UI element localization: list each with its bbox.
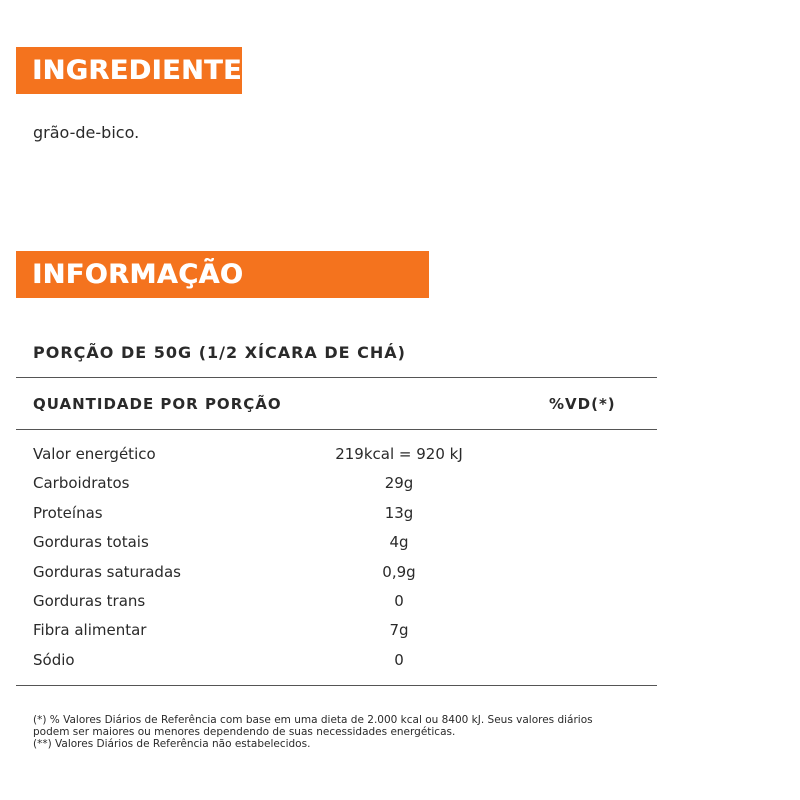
nutrient-value: 0: [394, 592, 404, 610]
portion-size: PORÇÃO DE 50G (1/2 XÍCARA DE CHÁ): [33, 343, 406, 362]
footnotes: [33, 714, 683, 750]
nutrition-title: INFORMAÇÃO NUTRICIONAL: [16, 251, 429, 298]
footnote-not-established: (**) Valores Diários de Referência não estabelecidos.: [33, 738, 311, 750]
table-row: [0, 563, 660, 592]
nutrient-value: 7g: [389, 621, 409, 639]
table-row: [0, 445, 660, 474]
nutrient-label: Carboidratos: [33, 474, 130, 492]
table-row: [0, 533, 660, 562]
nutrient-label: Valor energético: [33, 445, 156, 463]
divider-bottom: [16, 685, 657, 686]
nutrient-value: 4g: [389, 533, 409, 551]
table-row: [0, 474, 660, 503]
nutrient-value: 13g: [384, 504, 414, 522]
table-row: [0, 651, 660, 680]
header-daily-value: %VD(*): [549, 395, 616, 413]
table-row: [0, 592, 660, 621]
nutrient-value: 29g: [384, 474, 414, 492]
nutrient-label: Gorduras totais: [33, 533, 149, 551]
ingredients-text: grão-de-bico.: [33, 123, 140, 142]
nutrient-label: Sódio: [33, 651, 75, 669]
nutrient-label: Gorduras saturadas: [33, 563, 181, 581]
header-quantity: QUANTIDADE POR PORÇÃO: [33, 395, 282, 413]
footnote-daily-values: (*) % Valores Diários de Referência com base em uma dieta de 2.000 kcal ou 8400 kJ. Seus valores diários podem ser maiores ou menores dependendo de suas necessidades energéticas.: [33, 714, 593, 738]
table-row: [0, 504, 660, 533]
divider-middle: [16, 429, 657, 430]
nutrient-label: Proteínas: [33, 504, 103, 522]
divider-top: [16, 377, 657, 378]
nutrient-value: 0: [394, 651, 404, 669]
table-row: [0, 621, 660, 650]
nutrient-label: Fibra alimentar: [33, 621, 147, 639]
nutrient-value: 219kcal = 920 kJ: [335, 445, 463, 463]
nutrient-value: 0,9g: [382, 563, 416, 581]
nutrient-label: Gorduras trans: [33, 592, 146, 610]
ingredients-title: INGREDIENTES: [16, 47, 242, 94]
